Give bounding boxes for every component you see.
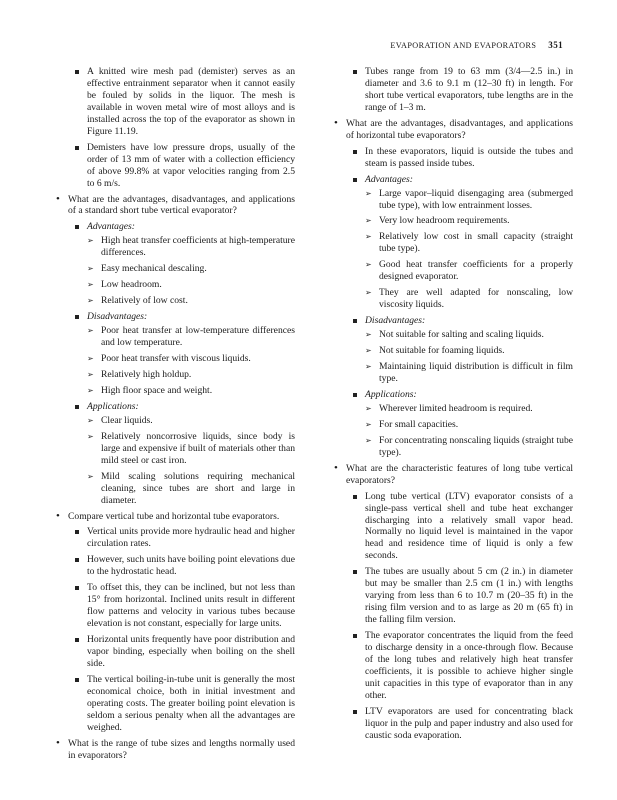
list-item: ➢ For concentrating nonscaling liquids (straight tube type). [333, 435, 573, 459]
list-item: To offset this, they can be inclined, but not less than 15° from horizontal. Inclined units result in different flow patterns and velocity in various tubes because elevation is not constant, especially for large units. [55, 582, 295, 630]
list-item: ➢ They are well adapted for nonscaling, low viscosity liquids. [333, 287, 573, 311]
list-item: ➢ Easy mechanical descaling. [55, 263, 295, 275]
running-header [390, 40, 563, 50]
applications-label: Applications: [333, 389, 573, 401]
list-item: The evaporator concentrates the liquid from the feed to discharge density in a once-through flow. Because of the long tubes and relatively high heat transfer coefficients, it is possible to achieve higher single unit capacities in this type of evaporator than in any other. [333, 630, 573, 702]
header-title: EVAPORATION AND EVAPORATORS [390, 41, 537, 50]
question-heading: • What are the advantages, disadvantages, and applications of horizontal tube evaporators? [333, 118, 573, 142]
right-column [333, 66, 573, 746]
list-item: ➢ High heat transfer coefficients at high-temperature differences. [55, 235, 295, 259]
disadvantages-label: Disadvantages: [55, 311, 295, 323]
applications-label: Applications: [55, 401, 295, 413]
list-item: ➢ Large vapor–liquid disengaging area (submerged tube type), with low entrainment losses. [333, 188, 573, 212]
advantages-label: Advantages: [55, 221, 295, 233]
question-heading: • What is the range of tube sizes and lengths normally used in evaporators? [55, 738, 295, 762]
question-heading: • What are the advantages, disadvantages, and applications of a standard short tube vertical evaporator? [55, 194, 295, 218]
list-item: ➢ Relatively of low cost. [55, 295, 295, 307]
list-item: ➢ Low headroom. [55, 279, 295, 291]
list-item: ➢ Mild scaling solutions requiring mechanical cleaning, since tubes are short and large in diameter. [55, 471, 295, 507]
list-item: However, such units have boiling point elevations due to the hydrostatic head. [55, 554, 295, 578]
list-item: ➢ Relatively noncorrosive liquids, since body is large and expensive if built of materials other than mild steel or cast iron. [55, 431, 295, 467]
list-item: LTV evaporators are used for concentrating black liquor in the pulp and paper industry and also used for caustic soda evaporation. [333, 706, 573, 742]
list-item: ➢ Maintaining liquid distribution is difficult in film type. [333, 361, 573, 385]
disadvantages-label: Disadvantages: [333, 315, 573, 327]
list-item: Long tube vertical (LTV) evaporator consists of a single-pass vertical shell and tube heat exchanger discharging into a relatively small vapor head. Normally no liquid level is maintained in the vapor head and residence time of liquid is only a few seconds. [333, 491, 573, 563]
list-item: ➢ Relatively low cost in small capacity (straight tube type). [333, 231, 573, 255]
list-item: ➢ Not suitable for foaming liquids. [333, 345, 573, 357]
list-item: Vertical units provide more hydraulic head and higher circulation rates. [55, 526, 295, 550]
question-heading: • What are the characteristic features of long tube vertical evaporators? [333, 463, 573, 487]
left-column [55, 66, 295, 766]
question-heading: • Compare vertical tube and horizontal tube evaporators. [55, 511, 295, 523]
page-number: 351 [548, 40, 563, 50]
list-item: Tubes range from 19 to 63 mm (3/4—2.5 in.) in diameter and 3.6 to 9.1 m (12–30 ft) in length. For short tube vertical evaporators, tube lengths are in the range of 1–3 m. [333, 66, 573, 114]
list-item: Horizontal units frequently have poor distribution and vapor binding, especially when boiling on the shell side. [55, 634, 295, 670]
list-item: ➢ Not suitable for salting and scaling liquids. [333, 329, 573, 341]
list-item: ➢ Clear liquids. [55, 415, 295, 427]
list-item: ➢ Poor heat transfer at low-temperature differences and low temperature. [55, 325, 295, 349]
list-item: In these evaporators, liquid is outside the tubes and steam is passed inside tubes. [333, 146, 573, 170]
list-item: ➢ Wherever limited headroom is required. [333, 403, 573, 415]
list-item: ➢ Good heat transfer coefficients for a properly designed evaporator. [333, 259, 573, 283]
list-item: A knitted wire mesh pad (demister) serves as an effective entrainment separator when it cannot easily be fouled by solids in the liquor. The mesh is available in woven metal wire of most alloys and is installed across the top of the evaporator as shown in Figure 11.19. [55, 66, 295, 138]
list-item: ➢ For small capacities. [333, 419, 573, 431]
list-item: Demisters have low pressure drops, usually of the order of 13 mm of water with a collection efficiency of above 99.8% at vapor velocities ranging from 2.5 to 6 m/s. [55, 142, 295, 190]
list-item: The tubes are usually about 5 cm (2 in.) in diameter but may be smaller than 2.5 cm (1 in.) with lengths varying from less than 6 to 10.7 m (20–35 ft) in the rising film version and to as large as 20 m (65 ft) in the falling film version. [333, 566, 573, 626]
list-item: The vertical boiling-in-tube unit is generally the most economical choice, both in initial investment and operating costs. The greater boiling point elevation is seldom a serious penalty when all the advantages are weighed. [55, 674, 295, 734]
advantages-label: Advantages: [333, 174, 573, 186]
list-item: ➢ Poor heat transfer with viscous liquids. [55, 353, 295, 365]
list-item: ➢ Very low headroom requirements. [333, 215, 573, 227]
list-item: ➢ Relatively high holdup. [55, 369, 295, 381]
list-item: ➢ High floor space and weight. [55, 385, 295, 397]
